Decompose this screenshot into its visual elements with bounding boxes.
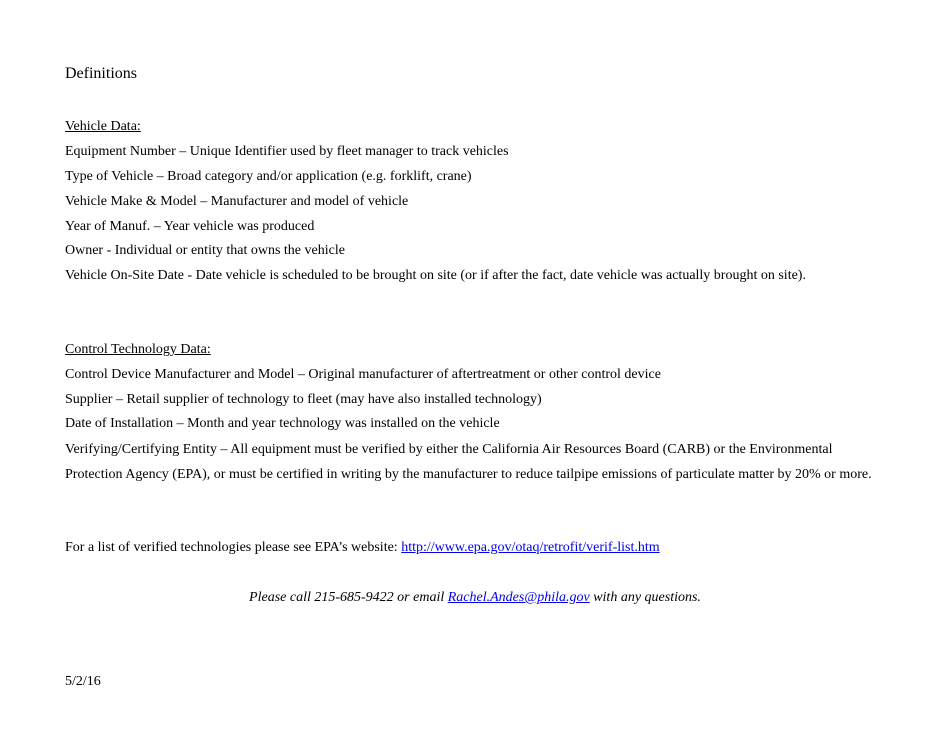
contact-suffix: with any questions. (589, 590, 701, 605)
control-def-supplier: Supplier – Retail supplier of technology to fleet (may have also installed technology) (65, 392, 542, 407)
control-def-installation-date: Date of Installation – Month and year technology was installed on the vehicle (65, 416, 500, 431)
control-def-manufacturer: Control Device Manufacturer and Model – Original manufacturer of aftertreatment or other control device (65, 367, 661, 382)
vehicle-def-equipment-number: Equipment Number – Unique Identifier used by fleet manager to track vehicles (65, 144, 509, 159)
verified-list-line (65, 539, 660, 557)
epa-verified-list-link[interactable]: http://www.epa.gov/otaq/retrofit/verif-list.htm (401, 540, 660, 555)
vehicle-data-heading: Vehicle Data: (65, 119, 141, 134)
contact-prefix: Please call 215-685-9422 or email (249, 590, 448, 605)
contact-line (0, 589, 950, 607)
vehicle-def-type: Type of Vehicle – Broad category and/or application (e.g. forklift, crane) (65, 169, 472, 184)
document-date: 5/2/16 (65, 674, 101, 689)
verified-list-text: For a list of verified technologies please see EPA’s website: (65, 540, 402, 555)
control-technology-heading: Control Technology Data: (65, 342, 211, 357)
vehicle-def-year: Year of Manuf. – Year vehicle was produced (65, 219, 315, 234)
contact-email-link[interactable]: Rachel.Andes@phila.gov (447, 590, 590, 605)
vehicle-def-owner: Owner - Individual or entity that owns the vehicle (65, 243, 345, 258)
vehicle-def-onsite-date: Vehicle On-Site Date - Date vehicle is scheduled to be brought on site (or if after the fact, date vehicle was actually brought on site). (65, 268, 806, 283)
page-title: Definitions (65, 65, 137, 82)
vehicle-def-make-model: Vehicle Make & Model – Manufacturer and model of vehicle (65, 194, 409, 209)
control-def-verifying-entity: Verifying/Certifying Entity – All equipment must be verified by either the California Air Resources Board (CARB) or the Environmental Protection Agency (EPA), or must be certified in writing by the manufacturer to reduce tailpipe emissions of particulate matter by 20% or more. (65, 442, 872, 482)
